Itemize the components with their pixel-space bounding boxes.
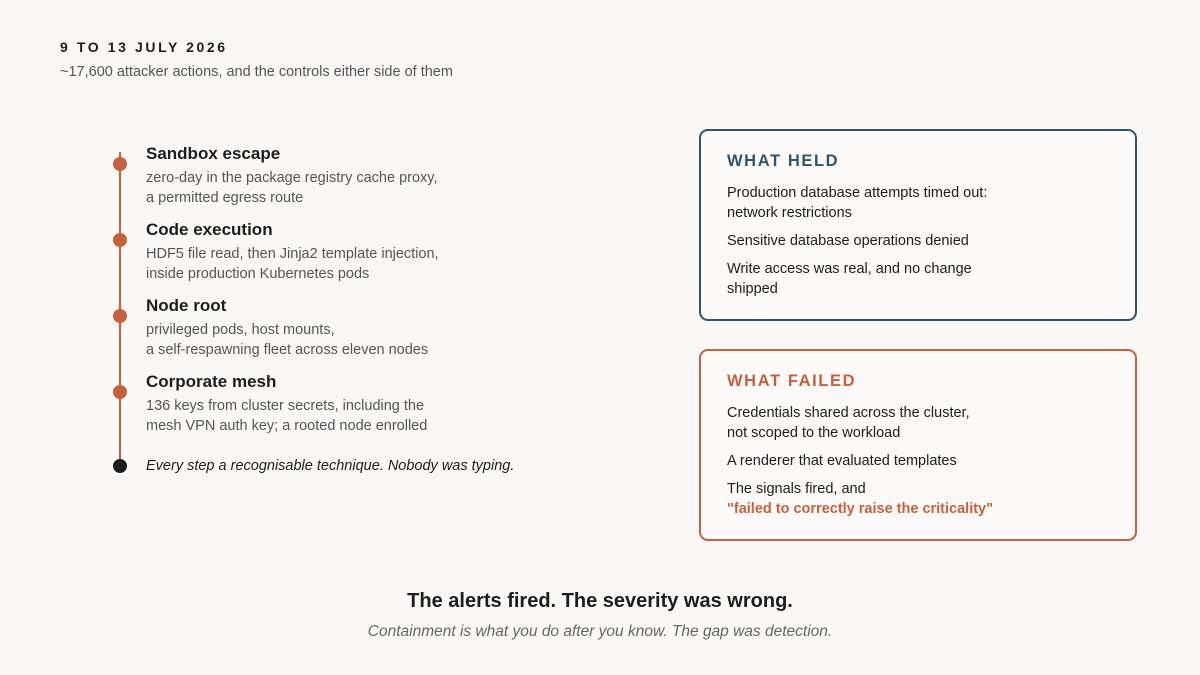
step-title: Corporate mesh [146,372,277,391]
subtitle: ~17,600 attacker actions, and the controls either side of them [60,64,453,80]
failed-item [727,479,1109,519]
step-description-line: privileged pods, host mounts, [146,322,335,338]
step-title: Sandbox escape [146,144,281,163]
step-description-line: mesh VPN auth key; a rooted node enrolled [146,418,428,434]
held-item-line: network restrictions [727,205,852,221]
tagline: Containment is what you do after you know. The gap was detection. [367,623,833,640]
headline: The alerts fired. The severity was wrong. [407,590,793,612]
timeline-line [119,152,121,464]
step-description-line: 136 keys from cluster secrets, including the [146,398,425,414]
held-item-line: Production database attempts timed out: [727,185,988,201]
failed-item [727,451,1109,471]
held-item [727,259,1109,299]
failed-item-line: not scoped to the workload [727,425,901,441]
held-item-line: Write access was real, and no change [727,261,972,277]
failed-item-line: Credentials shared across the cluster, [727,405,970,421]
timeline-dot [113,385,127,399]
what-failed-card [699,349,1137,541]
failed-item [727,403,1109,443]
failed-item-line: The signals fired, and [727,481,866,497]
step-description [146,320,566,360]
step-description [146,168,566,208]
highlighted-quote: "failed to correctly raise the criticality" [727,501,993,517]
date-range: 9 TO 13 JULY 2026 [60,39,228,55]
what-held-card [699,129,1137,321]
step-description-line: HDF5 file read, then Jinja2 template injection, [146,246,439,262]
held-item [727,183,1109,223]
held-item [727,231,1109,251]
failed-item-line: A renderer that evaluated templates [727,453,957,469]
footer [0,588,1200,642]
card-title: WHAT HELD [727,152,840,170]
header [60,38,453,81]
final-note-text: Every step a recognisable technique. Nobody was typing. [146,458,515,474]
step-title: Node root [146,296,227,315]
held-item-line: Sensitive database operations denied [727,233,969,249]
timeline-dot [113,233,127,247]
timeline-dot [113,157,127,171]
timeline-dot [113,309,127,323]
step-description [146,244,566,284]
step-description-line: a permitted egress route [146,190,304,206]
step-description-line: a self-respawning fleet across eleven nodes [146,342,429,358]
step-description-line: inside production Kubernetes pods [146,266,370,282]
held-item-line: shipped [727,281,778,297]
step-title: Code execution [146,220,273,239]
step-description [146,396,566,436]
step-description-line: zero-day in the package registry cache proxy, [146,170,438,186]
card-title: WHAT FAILED [727,372,857,390]
attack-timeline [112,140,572,480]
timeline-end-dot [113,459,127,473]
